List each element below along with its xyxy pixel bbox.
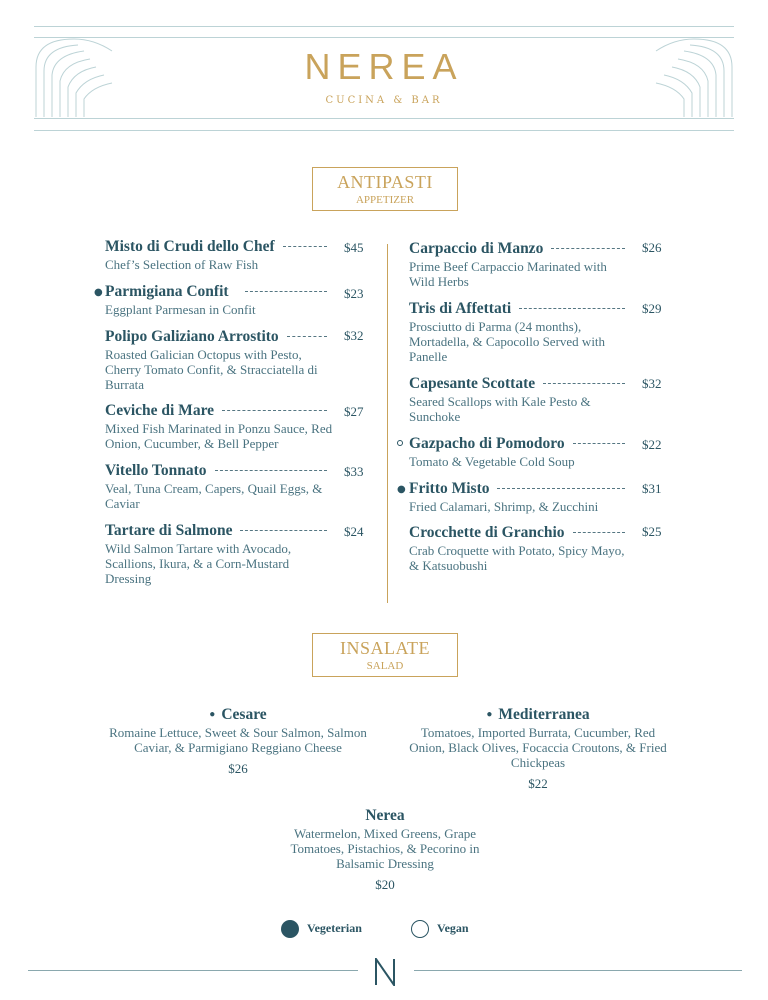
- item-description: Seared Scallops with Kale Pesto & Sunchoke: [409, 394, 591, 424]
- vegetarian-icon: ●: [397, 484, 406, 495]
- insalate-section-header: [312, 633, 458, 677]
- vegan-legend-icon: [411, 920, 429, 938]
- vegetarian-legend-icon: [281, 920, 299, 938]
- vegan-icon: [397, 440, 403, 446]
- item-name: Ceviche di Mare: [105, 402, 215, 419]
- salad-price: $26: [228, 761, 248, 776]
- leader-dots: [519, 308, 625, 309]
- item-name: Polipo Galiziano Arrostito: [105, 328, 279, 345]
- item-description: Prosciutto di Parma (24 months), Mortadella, & Capocollo Served with Panelle: [409, 319, 606, 364]
- salad-price: $20: [375, 877, 395, 892]
- menu-item: [105, 522, 333, 586]
- item-name: Crocchette di Granchio: [409, 524, 565, 541]
- header-rule-inner-bottom: [34, 118, 734, 119]
- item-description: Roasted Galician Octopus with Pesto, Cherry Tomato Confit, & Stracciatella di Burrata: [105, 347, 318, 392]
- menu-item: [105, 462, 333, 511]
- item-name: Vitello Tonnato: [105, 462, 207, 479]
- insalate-title: INSALATE: [340, 638, 430, 658]
- column-divider: [387, 244, 388, 603]
- item-name: Parmigiana Confit: [105, 283, 229, 300]
- antipasti-title: ANTIPASTI: [337, 172, 433, 192]
- salad-description: Tomatoes, Imported Burrata, Cucumber, Red Onion, Black Olives, Focaccia Croutons, & Fried Chickpeas: [409, 725, 667, 770]
- footer-rule-right: [414, 970, 742, 971]
- menu-item: [409, 375, 631, 424]
- vegetarian-icon: ●: [94, 287, 103, 298]
- menu-item: [105, 238, 333, 272]
- insalate-subtitle: SALAD: [366, 660, 404, 672]
- item-price: $29: [642, 301, 662, 316]
- item-description: Veal, Tuna Cream, Capers, Quail Eggs, & Caviar: [105, 481, 323, 511]
- item-description: Wild Salmon Tartare with Avocado, Scallions, Ikura, & a Corn-Mustard Dressing: [105, 541, 292, 586]
- leader-dots: [573, 443, 625, 444]
- leader-dots: [245, 291, 327, 292]
- salad-price: $22: [528, 776, 548, 791]
- item-description: Fried Calamari, Shrimp, & Zucchini: [409, 499, 599, 514]
- footer-rule-left: [28, 970, 358, 971]
- menu-item: [409, 524, 631, 573]
- leader-dots: [497, 488, 625, 489]
- menu-item: [409, 300, 631, 364]
- item-description: Crab Croquette with Potato, Spicy Mayo, & Katsuobushi: [409, 543, 625, 573]
- antipasti-section-header: [312, 167, 458, 211]
- item-price: $33: [344, 464, 364, 479]
- brand-tagline: CUCINA & BAR: [325, 95, 443, 106]
- leader-dots: [222, 410, 327, 411]
- leader-dots: [240, 530, 327, 531]
- leader-dots: [283, 246, 327, 247]
- item-description: Prime Beef Carpaccio Marinated with Wild Herbs: [409, 259, 607, 289]
- menu-item: [105, 283, 333, 317]
- salad-description: Watermelon, Mixed Greens, Grape Tomatoes, Pistachios, & Pecorino in Balsamic Dressing: [290, 826, 480, 871]
- leader-dots: [551, 248, 625, 249]
- item-price: $31: [642, 481, 662, 496]
- brand-logo: NEREA: [304, 46, 464, 87]
- salad-name: Mediterranea: [498, 706, 590, 723]
- leader-dots: [543, 383, 625, 384]
- item-description: Tomato & Vegetable Cold Soup: [409, 454, 575, 469]
- salad-name: Nerea: [365, 807, 405, 824]
- header-rule-top: [34, 26, 734, 27]
- menu-item: [105, 402, 333, 451]
- salad-item: [408, 706, 668, 792]
- item-price: $25: [642, 524, 662, 539]
- item-description: Chef’s Selection of Raw Fish: [105, 257, 259, 272]
- item-name: Tartare di Salmone: [105, 522, 233, 539]
- item-price: $24: [344, 524, 364, 539]
- menu-item: [105, 328, 333, 392]
- item-name: Misto di Crudi dello Chef: [105, 238, 275, 255]
- vegetarian-legend-label: Vegeterian: [307, 921, 362, 935]
- leader-dots: [215, 470, 328, 471]
- leader-dots: [573, 532, 625, 533]
- menu-item: [409, 480, 631, 514]
- item-description: Eggplant Parmesan in Confit: [105, 302, 256, 317]
- item-price: $45: [344, 240, 364, 255]
- item-name: Fritto Misto: [409, 480, 490, 497]
- salad-name: Cesare: [221, 706, 267, 723]
- salad-item: [270, 807, 500, 893]
- header-rule-inner-top: [34, 37, 734, 38]
- n-monogram-icon: [372, 958, 398, 986]
- item-name: Gazpacho di Pomodoro: [409, 435, 565, 452]
- item-name: Capesante Scottate: [409, 375, 536, 392]
- item-description: Mixed Fish Marinated in Ponzu Sauce, Red Onion, Cucumber, & Bell Pepper: [105, 421, 333, 451]
- header-rule-bottom: [34, 130, 734, 131]
- vegetarian-icon: ●: [486, 709, 493, 720]
- antipasti-subtitle: APPETIZER: [355, 194, 415, 206]
- item-price: $32: [642, 376, 662, 391]
- item-price: $26: [642, 240, 662, 255]
- menu-item: [409, 240, 631, 289]
- vegetarian-icon: ●: [209, 709, 216, 720]
- salad-description: Romaine Lettuce, Sweet & Sour Salmon, Salmon Caviar, & Parmigiano Reggiano Cheese: [109, 725, 367, 755]
- item-name: Tris di Affettati: [409, 300, 512, 317]
- item-name: Carpaccio di Manzo: [409, 240, 544, 257]
- salad-item: [108, 706, 368, 777]
- item-price: $32: [344, 328, 364, 343]
- item-price: $27: [344, 404, 364, 419]
- item-price: $22: [642, 437, 662, 452]
- vegan-legend-label: Vegan: [437, 921, 469, 935]
- leader-dots: [287, 336, 327, 337]
- item-price: $23: [344, 286, 364, 301]
- menu-item: [409, 435, 631, 469]
